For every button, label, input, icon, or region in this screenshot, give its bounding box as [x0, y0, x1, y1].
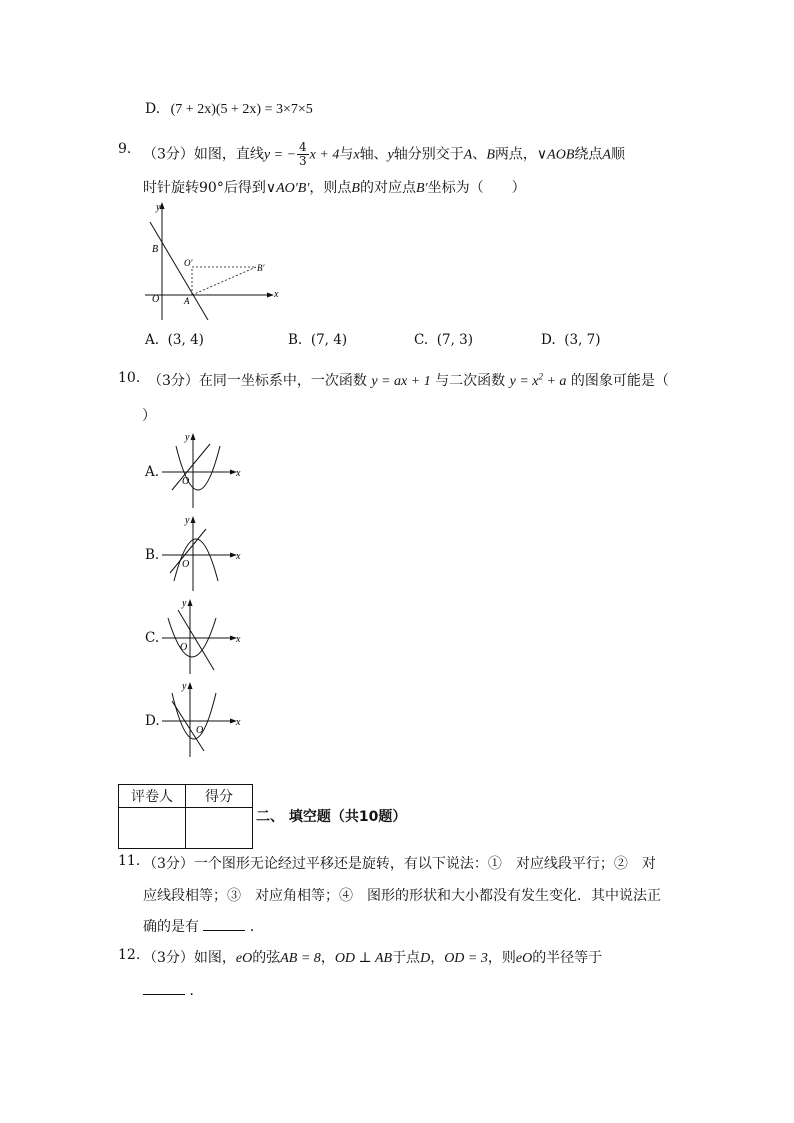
- q9-option-value: (3, 7): [564, 332, 601, 348]
- q9-text: 如图，直线: [193, 146, 264, 163]
- q10-quad-part: y = x: [509, 374, 539, 389]
- q9-text: 顺: [610, 146, 625, 163]
- q9-line2: [143, 177, 526, 197]
- q10-c-o: O: [180, 642, 188, 653]
- q9-x-symbol: x: [353, 147, 360, 163]
- q9-fig-a: A: [184, 296, 190, 306]
- q9-text: 轴分别交于: [393, 146, 464, 163]
- q10-b-y: y: [185, 515, 190, 526]
- q10-a-x: x: [236, 468, 241, 479]
- q9-point-a: A: [602, 147, 611, 163]
- q9-y-symbol: y: [387, 147, 394, 163]
- q9-point-b-prime: B′: [415, 181, 428, 196]
- parabola: [172, 693, 216, 739]
- q9-option-label: B.: [288, 332, 303, 348]
- q9-triangle-aob: ∨AOB: [536, 147, 575, 163]
- q9-text: 两点，: [494, 146, 537, 163]
- q12-text: 的半径等于: [532, 950, 603, 966]
- arrow-icon: [191, 516, 196, 523]
- score-table: [118, 784, 253, 849]
- q9-eq-y: y = −: [263, 147, 297, 163]
- q10-quad-part: + a: [542, 374, 567, 389]
- q10-option-a-label[interactable]: A.: [145, 464, 160, 480]
- score-table-score-header: 得分: [186, 785, 253, 808]
- q11-line2: 应线段相等；③ 对应角相等；④ 图形的形状和大小都没有发生变化．其中说法正: [143, 888, 661, 904]
- q9-line-ab: [150, 222, 208, 320]
- q8-option-d-label: D.: [145, 101, 161, 117]
- q9-text: 、: [472, 146, 487, 163]
- q12-perpendicular: OD ⊥ AB: [334, 951, 393, 966]
- q9-option-b[interactable]: [288, 332, 347, 348]
- q10-b-o: O: [182, 559, 190, 570]
- q9-fig-b: B: [152, 244, 159, 255]
- q10-option-c-graph: [160, 596, 245, 676]
- q12-text: 的弦: [252, 950, 281, 966]
- q8-option-d-expr: (7 + 2x)(5 + 2x) = 3×7×5: [170, 102, 313, 117]
- q9-text: ，则点: [309, 180, 352, 196]
- q10-text: 与二次函数: [435, 373, 506, 389]
- arrow-icon: [267, 293, 274, 298]
- q10-d-y: y: [182, 681, 187, 692]
- q10-c-y: y: [182, 598, 187, 609]
- q11-answer-blank[interactable]: [203, 916, 245, 931]
- q12-number: 12.: [118, 947, 141, 963]
- q10-option-a-graph: [160, 430, 245, 510]
- q9-text: 的对应点: [359, 180, 416, 196]
- q9-frac-num: 4: [299, 140, 307, 154]
- q10-line2: ）: [142, 408, 156, 424]
- q9-point-b: B: [351, 181, 360, 196]
- q9-fig-o-prime: O′: [184, 258, 193, 268]
- q9-point-a: A: [463, 147, 473, 163]
- straight-line: [178, 610, 214, 670]
- q9-text: 后得到: [223, 180, 266, 196]
- q9-text: 坐标为（ ）: [427, 180, 526, 196]
- q10-d-x: x: [236, 717, 241, 728]
- q10-b-x: x: [236, 551, 241, 562]
- q10-c-x: x: [236, 634, 241, 645]
- q9-fig-x: x: [274, 289, 279, 300]
- q10-number: 10.: [118, 370, 141, 386]
- q9-figure: [140, 200, 280, 325]
- q10-text: 的图象可能是（: [570, 373, 669, 389]
- q9-option-value: (3, 4): [167, 332, 204, 348]
- score-table-grader-cell[interactable]: [119, 808, 186, 849]
- q8-option-d: [145, 101, 313, 118]
- q12-line1: [143, 947, 602, 967]
- q9-text: 轴、: [359, 146, 388, 163]
- q12-text: （3分）如图，: [143, 950, 236, 966]
- q11-line3: [143, 916, 264, 936]
- q12-circle-o: eO: [515, 951, 533, 966]
- q12-circle-o: eO: [235, 951, 253, 966]
- q10-text: 在同一坐标系中，一次函数: [198, 373, 367, 389]
- q11-number: 11.: [118, 853, 141, 869]
- q9-degree: 90°: [199, 180, 224, 196]
- arrow-icon: [188, 682, 193, 689]
- q10-score: （3分）: [148, 373, 199, 389]
- q12-line2: [143, 980, 203, 1000]
- q12-chord-ab: AB = 8: [280, 951, 321, 966]
- arrow-icon: [188, 599, 193, 606]
- q12-point-d: D: [420, 951, 431, 966]
- q10-line1: [148, 370, 669, 390]
- q9-line1: [143, 141, 625, 168]
- q11-line1: （3分）一个图形无论经过平移还是旋转，有以下说法：① 对应线段平行；② 对: [143, 856, 656, 872]
- q9-option-value: (7, 4): [310, 332, 348, 348]
- q9-option-a[interactable]: [145, 332, 204, 348]
- q12-od-length: OD = 3: [444, 951, 488, 966]
- q9-option-label: C.: [414, 332, 429, 348]
- q9-text: 时针旋转: [143, 180, 199, 196]
- score-table-score-cell[interactable]: [186, 808, 253, 849]
- q9-text: 绕点: [574, 146, 603, 163]
- q10-a-y: y: [185, 432, 190, 443]
- q9-text: 与: [339, 146, 354, 163]
- q9-fig-y: y: [156, 202, 161, 213]
- q9-fig-b-prime: B′: [257, 263, 265, 273]
- q10-option-b-graph: [160, 513, 245, 593]
- q9-segment-ab-prime: [192, 267, 256, 295]
- q10-option-b-label[interactable]: B.: [145, 547, 160, 563]
- q12-text: ，: [320, 950, 335, 966]
- q12-text: ，: [430, 950, 445, 966]
- q11-text: ．: [249, 919, 264, 935]
- q10-option-d-graph: [160, 679, 245, 759]
- q9-score: （3分）: [143, 146, 194, 163]
- q12-text: 于点: [392, 950, 421, 966]
- q12-text: ．: [189, 983, 204, 999]
- q10-quad-exponent: 2: [538, 371, 543, 382]
- arrow-icon: [191, 433, 196, 440]
- q11-text: 确的是有: [143, 919, 199, 935]
- q9-option-label: D.: [541, 332, 556, 348]
- q10-quadratic-function: [509, 371, 567, 389]
- q9-frac-den: 3: [299, 154, 307, 168]
- q9-fig-o: O: [152, 294, 160, 305]
- q10-option-d-label[interactable]: D.: [145, 713, 160, 729]
- q12-text: ，则: [487, 950, 516, 966]
- q9-point-b: B: [486, 147, 495, 163]
- q9-eq-rest: x + 4: [309, 147, 340, 163]
- q9-option-label: A.: [145, 332, 160, 348]
- q10-a-o: O: [182, 476, 190, 487]
- q9-number: 9.: [118, 141, 132, 157]
- q9-option-value: (7, 3): [436, 332, 474, 348]
- q10-linear-function: y = ax + 1: [371, 374, 431, 389]
- q9-fraction: [297, 141, 309, 168]
- q9-option-d[interactable]: [541, 332, 601, 348]
- q9-option-c[interactable]: [414, 332, 473, 348]
- section-2-title: 二、 填空题（共10题）: [256, 809, 407, 825]
- score-table-grader-header: 评卷人: [119, 785, 186, 808]
- q12-answer-blank[interactable]: [143, 980, 185, 995]
- q10-option-c-label[interactable]: C.: [145, 630, 160, 646]
- q10-d-o: O: [196, 725, 204, 736]
- q9-triangle-aob-prime: ∨AO′B′: [265, 181, 310, 196]
